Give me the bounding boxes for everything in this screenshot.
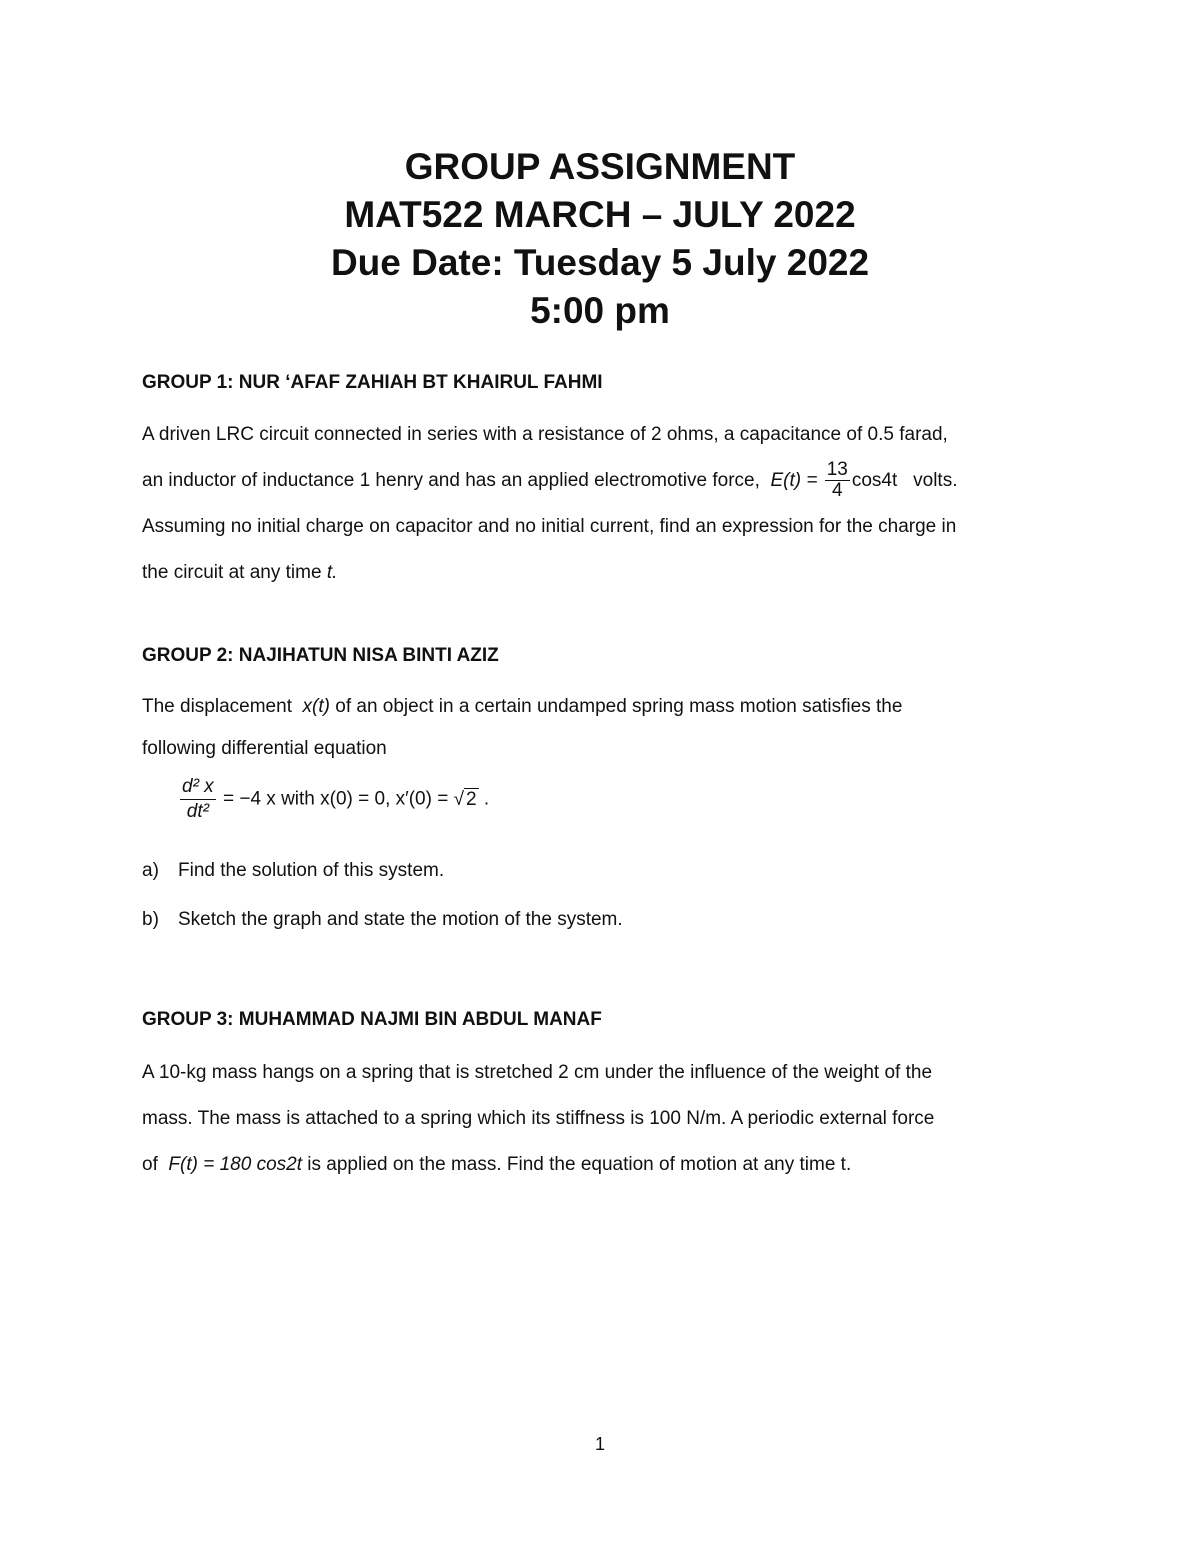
group1-line-3: Assuming no initial charge on capacitor and no initial current, find an expression for the charge in <box>142 516 957 537</box>
title-line-due-date: Due Date: Tuesday 5 July 2022 <box>330 242 870 283</box>
group1-frac-numerator: 13 <box>826 459 848 481</box>
group2-derivative-fraction <box>180 775 216 824</box>
group1-emf-lhs: E(t) = <box>770 470 818 491</box>
group2-item-a-label: a) <box>142 860 159 881</box>
group1-emf-rhs: cos4t <box>851 470 898 491</box>
assignment-title <box>0 143 1200 335</box>
group3-line-3-prefix: of <box>142 1154 158 1175</box>
group2-item-a <box>142 860 444 882</box>
group2-differential-equation <box>178 775 489 824</box>
page-number: 1 <box>594 1434 605 1454</box>
group1-line-2 <box>142 458 1072 504</box>
group1-line-2-suffix: volts. <box>913 470 958 491</box>
group2-question <box>142 684 1072 768</box>
group3-line-3 <box>142 1142 1072 1188</box>
group3-line-1: A 10-kg mass hangs on a spring that is stretched 2 cm under the influence of the weight of the <box>142 1062 933 1083</box>
group3-force-eq: F(t) = 180 cos2t <box>168 1154 303 1175</box>
group3-line-3-suffix: is applied on the mass. Find the equation of motion at any time t. <box>307 1154 852 1175</box>
group2-line-1-suffix: of an object in a certain undamped spring mass motion satisfies the <box>335 696 903 717</box>
group2-item-b <box>142 909 623 931</box>
group2-item-b-text: Sketch the graph and state the motion of the system. <box>178 909 623 930</box>
title-line-due-time: 5:00 pm <box>530 290 670 331</box>
group3-question <box>142 1050 1072 1188</box>
group3-heading: GROUP 3: MUHAMMAD NAJMI BIN ABDUL MANAF <box>142 1009 602 1030</box>
group2-line-2: following differential equation <box>142 738 387 759</box>
group2-sqrt: √ 2 <box>453 788 477 810</box>
group2-line-1-prefix: The displacement <box>142 696 292 717</box>
group2-eq-denominator: dt² <box>186 801 209 822</box>
title-line-2: MAT522 MARCH – JULY 2022 <box>344 194 856 235</box>
group2-eq-rhs: = −4 x with x(0) = 0, x′(0) = <box>222 788 449 810</box>
group1-heading: GROUP 1: NUR ‘AFAF ZAHIAH BT KHAIRUL FAHMI <box>142 372 603 393</box>
group2-item-b-label: b) <box>142 909 159 930</box>
group1-emf-fraction <box>825 460 850 501</box>
group1-line-1: A driven LRC circuit connected in series with a resistance of 2 ohms, a capacitance of 0.5 farad, <box>142 424 948 445</box>
group2-displacement-var: x(t) <box>302 696 330 717</box>
title-line-1: GROUP ASSIGNMENT <box>404 146 796 187</box>
group2-heading: GROUP 2: NAJIHATUN NISA BINTI AZIZ <box>142 645 499 666</box>
group1-line-4 <box>142 550 1072 596</box>
group2-sqrt-radicand: 2 <box>466 788 477 810</box>
group2-line-1 <box>142 684 1072 730</box>
group1-line-2-prefix: an inductor of inductance 1 henry and has an applied electromotive force, <box>142 470 760 491</box>
group3-line-2: mass. The mass is attached to a spring which its stiffness is 100 N/m. A periodic external force <box>142 1108 935 1129</box>
group1-frac-denominator: 4 <box>832 480 843 502</box>
group2-eq-end: . <box>483 788 490 810</box>
group2-item-a-text: Find the solution of this system. <box>178 860 445 881</box>
group1-line-4-prefix: the circuit at any time <box>142 562 322 583</box>
group1-question <box>142 412 1072 596</box>
group1-line-4-var: t. <box>326 562 338 583</box>
group2-eq-numerator: d² x <box>180 775 216 800</box>
